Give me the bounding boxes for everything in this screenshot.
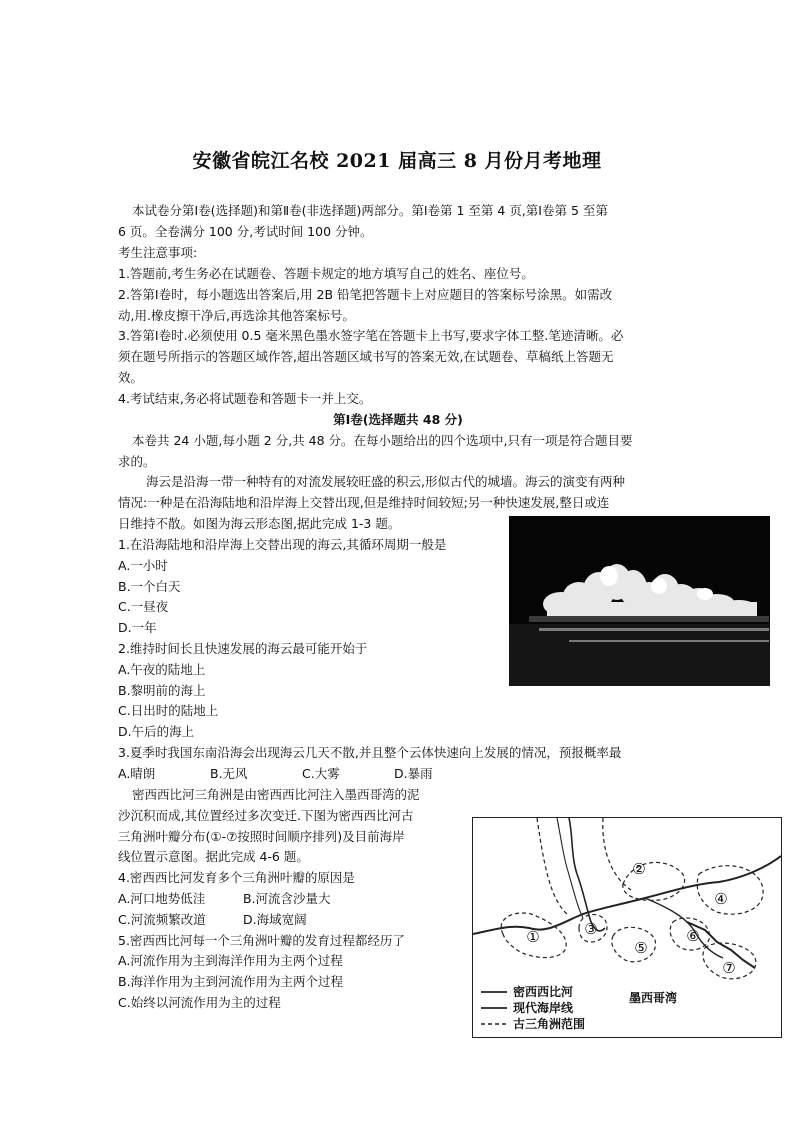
sea-cloud-image — [509, 516, 770, 686]
question-stem: 3.夏季时我国东南沿海会出现海云几天不散,并且整个云体快速向上发展的情况，预报概率最 — [118, 745, 622, 760]
question-stem: 4.密西西比河发育多个三角洲叶瓣的原因是 — [118, 870, 355, 885]
legend-coast: 现代海岸线 — [513, 1001, 574, 1015]
passage-line: 密西西比河三角洲是由密西西比河注入墨西哥湾的泥 — [132, 787, 420, 802]
option: B.一个白天 — [118, 579, 181, 594]
option: C.河流频繁改道 — [118, 912, 206, 927]
notice-item: 须在题号所指示的答题区域作答,超出答题区域书写的答案无效,在试题卷、草稿纸上答题无 — [118, 349, 614, 364]
lobe-label: ③ — [584, 920, 598, 938]
option-row — [118, 764, 678, 785]
option: A.河口地势低洼 — [118, 891, 206, 906]
passage-line: 沙沉积而成,其位置经过多次变迁.下图为密西西比河古 — [118, 808, 414, 823]
option: B.海洋作用为主到河流作用为主两个过程 — [118, 974, 344, 989]
option: C.一昼夜 — [118, 599, 169, 614]
page-title: 安徽省皖江名校 2021 届高三 8 月份月考地理 — [192, 150, 602, 172]
option: A.河流作用为主到海洋作用为主两个过程 — [118, 953, 343, 968]
legend-delta: 古三角洲范围 — [513, 1017, 586, 1031]
notice-item: 3.答第Ⅰ卷时.必须使用 0.5 毫米黑色墨水签字笔在答题卡上书写,要求字体工整.笔迹清晰。必 — [118, 328, 624, 343]
notice-item: 4.考试结束,务必将试题卷和答题卡一并上交。 — [118, 391, 372, 406]
option: D.海域宽阔 — [243, 912, 307, 927]
option: A.一小时 — [118, 558, 168, 573]
passage-line: 三角洲叶瓣分布(①-⑦按照时间顺序排列)及目前海岸 — [118, 829, 405, 844]
delta-map — [472, 817, 782, 1038]
option: C.始终以河流作用为主的过程 — [118, 995, 281, 1010]
legend-river: 密西西比河 — [513, 985, 574, 999]
lobe-label: ⑦ — [722, 959, 736, 977]
notice-item: 2.答第Ⅰ卷时，每小题选出答案后,用 2B 铅笔把答题卡上对应题目的答案标号涂黑。如需改 — [118, 287, 613, 302]
passage-line: 日维持不散。如图为海云形态图,据此完成 1-3 题。 — [118, 516, 401, 531]
notice-item: 效。 — [118, 370, 144, 385]
option: B.河流含沙量大 — [243, 891, 331, 906]
option: B.无风 — [210, 766, 248, 781]
option: C.大雾 — [302, 766, 340, 781]
passage-line: 线位置示意图。据此完成 4-6 题。 — [118, 849, 309, 864]
section-desc: 求的。 — [118, 454, 156, 469]
option: C.日出时的陆地上 — [118, 703, 219, 718]
lobe-label: ① — [526, 928, 540, 946]
intro-line: 本试卷分第Ⅰ卷(选择题)和第Ⅱ卷(非选择题)两部分。第Ⅰ卷第 1 至第 4 页,第Ⅰ卷第 5 至第 — [132, 203, 608, 218]
question-stem: 1.在沿海陆地和沿岸海上交替出现的海云,其循环周期一般是 — [118, 537, 447, 552]
question-stem: 2.维持时间长且快速发展的海云最可能开始于 — [118, 641, 368, 656]
option: D.一年 — [118, 620, 157, 635]
passage-line: 情况:一种是在沿海陆地和沿岸海上交替出现,但是维持时间较短;另一种快速发展,整日或连 — [118, 495, 610, 510]
intro-line: 6 页。全卷满分 100 分,考试时间 100 分钟。 — [118, 224, 373, 239]
lobe-label: ② — [632, 860, 646, 878]
gulf-label: 墨西哥湾 — [629, 991, 678, 1005]
option: A.晴朗 — [118, 766, 156, 781]
notice-item: 1.答题前,考生务必在试题卷、答题卡规定的地方填写自己的姓名、座位号。 — [118, 266, 534, 281]
lobe-label: ⑤ — [634, 939, 648, 957]
section-desc: 本卷共 24 小题,每小题 2 分,共 48 分。在每小题给出的四个选项中,只有一项是符合题目要 — [132, 433, 633, 448]
notice-item: 动,用.橡皮擦干净后,再选涂其他答案标号。 — [118, 308, 355, 323]
option: A.午夜的陆地上 — [118, 662, 206, 677]
section-heading: 第Ⅰ卷(选择题共 48 分) — [333, 412, 463, 427]
question-stem: 5.密西西比河每一个三角洲叶瓣的发育过程都经历了 — [118, 933, 405, 948]
sea-cloud-photo — [509, 516, 770, 686]
option: D.暴雨 — [394, 766, 433, 781]
lobe-label: ⑥ — [686, 927, 700, 945]
delta-map-drawing — [473, 818, 781, 1037]
option: B.黎明前的海上 — [118, 683, 206, 698]
option-row — [118, 910, 463, 931]
lobe-label: ④ — [714, 890, 728, 908]
option: D.午后的海上 — [118, 724, 195, 739]
notice-title: 考生注意事项: — [118, 245, 198, 260]
passage-line: 海云是沿海一带一种特有的对流发展较旺盛的积云,形似古代的城墙。海云的演变有两种 — [146, 474, 625, 489]
option-row — [118, 889, 463, 910]
